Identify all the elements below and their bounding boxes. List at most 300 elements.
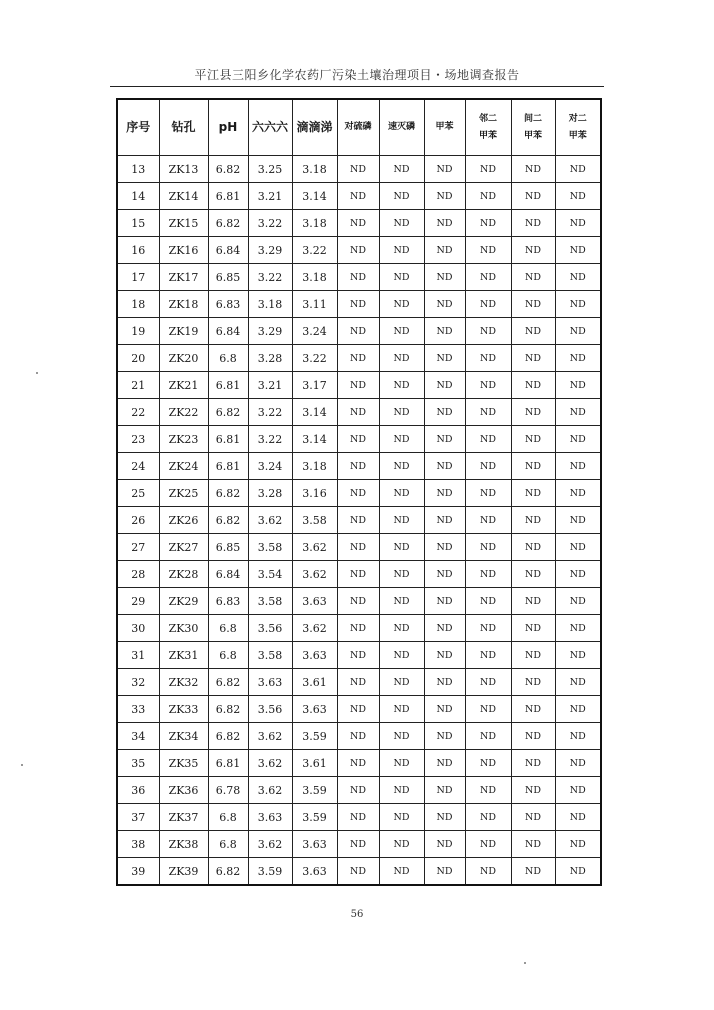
table-cell: ND xyxy=(555,399,601,426)
table-cell: ND xyxy=(555,534,601,561)
table-cell: ND xyxy=(424,345,465,372)
table-cell: 6.82 xyxy=(208,507,248,534)
table-cell: ZK36 xyxy=(159,777,208,804)
table-cell: 6.81 xyxy=(208,372,248,399)
table-cell: 6.82 xyxy=(208,723,248,750)
table-cell: 3.58 xyxy=(248,588,292,615)
table-cell: ND xyxy=(379,399,424,426)
table-cell: ND xyxy=(337,480,379,507)
table-cell: ND xyxy=(379,858,424,886)
table-cell: ND xyxy=(379,831,424,858)
table-cell: 23 xyxy=(117,426,159,453)
table-cell: ND xyxy=(337,507,379,534)
table-cell: 14 xyxy=(117,183,159,210)
table-cell: ND xyxy=(337,372,379,399)
table-cell: 6.81 xyxy=(208,750,248,777)
table-cell: ND xyxy=(424,264,465,291)
table-cell: 3.56 xyxy=(248,615,292,642)
table-cell: ZK25 xyxy=(159,480,208,507)
table-cell: ZK23 xyxy=(159,426,208,453)
table-cell: 3.18 xyxy=(292,453,337,480)
column-header: 间二 甲苯 xyxy=(511,99,555,156)
table-cell: 25 xyxy=(117,480,159,507)
table-cell: ND xyxy=(379,291,424,318)
table-cell: ZK37 xyxy=(159,804,208,831)
table-cell: 36 xyxy=(117,777,159,804)
table-cell: 3.22 xyxy=(248,210,292,237)
table-cell: ND xyxy=(379,642,424,669)
table-cell: ND xyxy=(379,615,424,642)
table-cell: ND xyxy=(555,831,601,858)
scan-speck xyxy=(524,962,526,964)
table-cell: 6.81 xyxy=(208,183,248,210)
table-cell: ND xyxy=(511,453,555,480)
table-cell: ND xyxy=(555,318,601,345)
table-cell: 6.82 xyxy=(208,480,248,507)
table-cell: ZK24 xyxy=(159,453,208,480)
table-row xyxy=(117,426,601,453)
table-cell: ND xyxy=(424,858,465,886)
table-cell: 31 xyxy=(117,642,159,669)
table-cell: ND xyxy=(337,534,379,561)
table-cell: ZK33 xyxy=(159,696,208,723)
table-cell: ND xyxy=(511,777,555,804)
table-cell: 16 xyxy=(117,237,159,264)
table-cell: ND xyxy=(511,858,555,886)
table-cell: ND xyxy=(379,750,424,777)
table-cell: 3.22 xyxy=(248,426,292,453)
table-cell: 3.59 xyxy=(292,777,337,804)
table-cell: ND xyxy=(511,399,555,426)
table-cell: ND xyxy=(424,237,465,264)
table-cell: ND xyxy=(511,804,555,831)
table-cell: ZK22 xyxy=(159,399,208,426)
table-cell: ND xyxy=(465,237,511,264)
table-cell: ND xyxy=(379,534,424,561)
table-cell: 3.56 xyxy=(248,696,292,723)
table-cell: ND xyxy=(424,426,465,453)
table-cell: 6.8 xyxy=(208,831,248,858)
column-header: 六六六 xyxy=(248,99,292,156)
table-cell: ND xyxy=(555,723,601,750)
table-cell: ND xyxy=(337,318,379,345)
table-cell: ND xyxy=(555,804,601,831)
table-cell: ND xyxy=(337,669,379,696)
table-cell: ND xyxy=(337,831,379,858)
table-cell: ZK18 xyxy=(159,291,208,318)
page-number: 56 xyxy=(350,909,364,920)
table-cell: 3.62 xyxy=(292,615,337,642)
table-cell: ND xyxy=(511,507,555,534)
table-cell: ND xyxy=(337,777,379,804)
table-cell: 3.18 xyxy=(248,291,292,318)
table-cell: ND xyxy=(337,399,379,426)
table-cell: ND xyxy=(511,723,555,750)
table-cell: ND xyxy=(337,453,379,480)
table-cell: ND xyxy=(424,372,465,399)
table-cell: ND xyxy=(337,345,379,372)
table-cell: ZK26 xyxy=(159,507,208,534)
table-cell: ND xyxy=(511,831,555,858)
table-cell: ND xyxy=(555,507,601,534)
table-row xyxy=(117,480,601,507)
table-cell: ND xyxy=(337,561,379,588)
document-header-title: 平江县三阳乡化学农药厂污染土壤治理项目・场地调查报告 xyxy=(194,68,520,82)
table-cell: 6.84 xyxy=(208,237,248,264)
table-cell: 24 xyxy=(117,453,159,480)
table-row xyxy=(117,183,601,210)
table-cell: ND xyxy=(465,561,511,588)
table-cell: ZK14 xyxy=(159,183,208,210)
table-cell: ND xyxy=(424,399,465,426)
table-cell: ND xyxy=(424,804,465,831)
table-row xyxy=(117,723,601,750)
table-cell: ND xyxy=(379,480,424,507)
table-cell: ND xyxy=(465,453,511,480)
table-cell: 3.58 xyxy=(292,507,337,534)
table-row xyxy=(117,858,601,886)
table-cell: ND xyxy=(555,453,601,480)
table-cell: 3.24 xyxy=(248,453,292,480)
table-cell: ND xyxy=(424,642,465,669)
table-cell: 3.62 xyxy=(248,831,292,858)
table-cell: ND xyxy=(379,183,424,210)
table-cell: ND xyxy=(424,669,465,696)
table-cell: ND xyxy=(465,615,511,642)
table-cell: ND xyxy=(555,615,601,642)
table-row xyxy=(117,345,601,372)
table-cell: ND xyxy=(337,858,379,886)
table-cell: 6.84 xyxy=(208,318,248,345)
table-cell: 30 xyxy=(117,615,159,642)
table-cell: 3.18 xyxy=(292,210,337,237)
table-cell: 3.14 xyxy=(292,399,337,426)
table-cell: 3.25 xyxy=(248,156,292,183)
table-cell: 3.63 xyxy=(292,696,337,723)
table-cell: ND xyxy=(511,696,555,723)
table-cell: ND xyxy=(424,318,465,345)
table-cell: ND xyxy=(337,183,379,210)
table-cell: ND xyxy=(465,750,511,777)
table-cell: 6.82 xyxy=(208,696,248,723)
table-cell: ND xyxy=(465,831,511,858)
table-cell: 3.62 xyxy=(248,777,292,804)
table-row xyxy=(117,615,601,642)
table-cell: ND xyxy=(424,480,465,507)
table-cell: ZK13 xyxy=(159,156,208,183)
table-cell: 3.22 xyxy=(292,345,337,372)
table-cell: ND xyxy=(424,696,465,723)
table-cell: ND xyxy=(511,561,555,588)
table-cell: ND xyxy=(465,804,511,831)
table-cell: ND xyxy=(511,615,555,642)
table-cell: ND xyxy=(337,426,379,453)
table-cell: ND xyxy=(465,372,511,399)
table-cell: 3.63 xyxy=(292,858,337,886)
table-cell: 20 xyxy=(117,345,159,372)
table-cell: 6.83 xyxy=(208,291,248,318)
table-cell: ND xyxy=(465,345,511,372)
table-cell: ND xyxy=(465,507,511,534)
table-row xyxy=(117,399,601,426)
table-cell: ND xyxy=(511,372,555,399)
table-cell: ND xyxy=(424,210,465,237)
table-row xyxy=(117,237,601,264)
table-cell: ND xyxy=(424,750,465,777)
table-cell: ZK17 xyxy=(159,264,208,291)
table-cell: ND xyxy=(424,183,465,210)
table-cell: ND xyxy=(555,669,601,696)
table-header-row xyxy=(117,99,601,156)
table-cell: ND xyxy=(511,534,555,561)
table-cell: 3.54 xyxy=(248,561,292,588)
table-cell: 6.82 xyxy=(208,399,248,426)
table-cell: ND xyxy=(424,615,465,642)
table-cell: 3.59 xyxy=(248,858,292,886)
table-cell: ND xyxy=(379,318,424,345)
table-cell: ZK15 xyxy=(159,210,208,237)
table-cell: 19 xyxy=(117,318,159,345)
table-cell: ZK19 xyxy=(159,318,208,345)
table-cell: ND xyxy=(379,669,424,696)
table-cell: 3.61 xyxy=(292,750,337,777)
table-cell: ND xyxy=(337,804,379,831)
table-cell: 3.58 xyxy=(248,642,292,669)
table-cell: 37 xyxy=(117,804,159,831)
table-cell: 3.22 xyxy=(248,264,292,291)
table-cell: 3.29 xyxy=(248,237,292,264)
column-header: pH xyxy=(208,99,248,156)
table-row xyxy=(117,534,601,561)
table-cell: ND xyxy=(511,588,555,615)
table-row xyxy=(117,588,601,615)
table-cell: 22 xyxy=(117,399,159,426)
soil-results-table xyxy=(116,98,602,886)
table-cell: ZK28 xyxy=(159,561,208,588)
table-cell: 39 xyxy=(117,858,159,886)
table-cell: 21 xyxy=(117,372,159,399)
table-cell: ND xyxy=(465,318,511,345)
table-cell: ZK32 xyxy=(159,669,208,696)
table-cell: ND xyxy=(465,588,511,615)
table-cell: 3.14 xyxy=(292,426,337,453)
table-cell: 3.59 xyxy=(292,804,337,831)
table-cell: ND xyxy=(379,588,424,615)
table-cell: 6.85 xyxy=(208,264,248,291)
table-cell: 6.81 xyxy=(208,426,248,453)
table-cell: ND xyxy=(555,858,601,886)
table-cell: ND xyxy=(555,345,601,372)
table-cell: 3.63 xyxy=(248,669,292,696)
column-header: 对二 甲苯 xyxy=(555,99,601,156)
table-cell: 3.62 xyxy=(292,534,337,561)
table-cell: ND xyxy=(379,426,424,453)
table-cell: ND xyxy=(337,237,379,264)
table-cell: 6.8 xyxy=(208,804,248,831)
table-cell: 3.14 xyxy=(292,183,337,210)
table-cell: ND xyxy=(379,264,424,291)
table-cell: ZK27 xyxy=(159,534,208,561)
table-cell: 3.28 xyxy=(248,480,292,507)
table-cell: 3.63 xyxy=(292,831,337,858)
column-header: 钻孔 xyxy=(159,99,208,156)
table-cell: 3.21 xyxy=(248,372,292,399)
table-row xyxy=(117,318,601,345)
table-row xyxy=(117,750,601,777)
table-cell: ND xyxy=(379,210,424,237)
table-cell: ND xyxy=(555,642,601,669)
table-cell: ND xyxy=(555,291,601,318)
table-cell: 18 xyxy=(117,291,159,318)
table-row xyxy=(117,372,601,399)
table-cell: ND xyxy=(555,696,601,723)
table-cell: 17 xyxy=(117,264,159,291)
table-cell: ND xyxy=(465,399,511,426)
table-body xyxy=(117,156,601,886)
table-cell: 3.21 xyxy=(248,183,292,210)
table-cell: ND xyxy=(465,426,511,453)
table-cell: 38 xyxy=(117,831,159,858)
table-cell: 6.78 xyxy=(208,777,248,804)
table-cell: ND xyxy=(511,264,555,291)
table-cell: 3.59 xyxy=(292,723,337,750)
table-cell: ND xyxy=(511,750,555,777)
table-cell: ND xyxy=(337,156,379,183)
table-cell: 34 xyxy=(117,723,159,750)
table-row xyxy=(117,210,601,237)
table-cell: ND xyxy=(379,804,424,831)
table-cell: 6.81 xyxy=(208,453,248,480)
table-cell: ND xyxy=(511,183,555,210)
table-cell: ZK30 xyxy=(159,615,208,642)
table-cell: ND xyxy=(555,426,601,453)
column-header: 速灭磷 xyxy=(379,99,424,156)
table-cell: ND xyxy=(555,237,601,264)
table-cell: ND xyxy=(424,561,465,588)
table-row xyxy=(117,561,601,588)
table-cell: ND xyxy=(511,210,555,237)
scan-speck xyxy=(21,764,23,766)
table-cell: ND xyxy=(465,723,511,750)
table-cell: ND xyxy=(379,372,424,399)
table-cell: 6.82 xyxy=(208,858,248,886)
table-row xyxy=(117,777,601,804)
column-header: 序号 xyxy=(117,99,159,156)
table-cell: ND xyxy=(465,210,511,237)
table-cell: ND xyxy=(424,723,465,750)
table-cell: ND xyxy=(337,264,379,291)
table-cell: ND xyxy=(555,777,601,804)
table-cell: 32 xyxy=(117,669,159,696)
table-cell: ND xyxy=(424,588,465,615)
table-cell: ND xyxy=(379,156,424,183)
table-cell: ND xyxy=(465,156,511,183)
table-cell: 3.63 xyxy=(292,642,337,669)
table-cell: ND xyxy=(511,480,555,507)
table-cell: 6.8 xyxy=(208,642,248,669)
table-cell: 6.84 xyxy=(208,561,248,588)
table-cell: ZK29 xyxy=(159,588,208,615)
table-cell: ZK38 xyxy=(159,831,208,858)
table-cell: ND xyxy=(379,237,424,264)
table-cell: 3.22 xyxy=(292,237,337,264)
table-cell: ND xyxy=(424,777,465,804)
scan-speck xyxy=(36,372,38,374)
table-cell: ND xyxy=(465,642,511,669)
table-cell: 3.11 xyxy=(292,291,337,318)
table-cell: ND xyxy=(555,588,601,615)
table-cell: 3.62 xyxy=(248,723,292,750)
table-cell: 3.61 xyxy=(292,669,337,696)
table-cell: ND xyxy=(379,345,424,372)
table-cell: 6.82 xyxy=(208,669,248,696)
table-cell: ND xyxy=(465,669,511,696)
table-cell: ND xyxy=(424,291,465,318)
table-cell: ND xyxy=(465,777,511,804)
table-cell: ZK20 xyxy=(159,345,208,372)
table-row xyxy=(117,453,601,480)
table-cell: 3.28 xyxy=(248,345,292,372)
table-cell: 3.22 xyxy=(248,399,292,426)
table-cell: 26 xyxy=(117,507,159,534)
table-cell: 3.62 xyxy=(248,507,292,534)
table-cell: 3.62 xyxy=(248,750,292,777)
table-cell: ND xyxy=(337,588,379,615)
table-cell: ND xyxy=(511,237,555,264)
table-cell: 6.82 xyxy=(208,156,248,183)
table-cell: ND xyxy=(555,480,601,507)
table-cell: ZK39 xyxy=(159,858,208,886)
column-header: 甲苯 xyxy=(424,99,465,156)
table-cell: ND xyxy=(465,534,511,561)
table-cell: 6.83 xyxy=(208,588,248,615)
table-cell: ND xyxy=(337,642,379,669)
table-cell: 13 xyxy=(117,156,159,183)
table-cell: ND xyxy=(555,210,601,237)
table-row xyxy=(117,156,601,183)
table-cell: ND xyxy=(511,642,555,669)
table-cell: ND xyxy=(555,183,601,210)
table-cell: 3.18 xyxy=(292,264,337,291)
table-cell: ND xyxy=(465,480,511,507)
table-cell: ND xyxy=(337,210,379,237)
table-cell: ND xyxy=(465,183,511,210)
table-cell: 3.63 xyxy=(292,588,337,615)
table-cell: ZK34 xyxy=(159,723,208,750)
table-row xyxy=(117,642,601,669)
table-cell: ND xyxy=(379,723,424,750)
table-cell: 3.17 xyxy=(292,372,337,399)
table-cell: ND xyxy=(555,750,601,777)
table-cell: ND xyxy=(511,156,555,183)
table-cell: 33 xyxy=(117,696,159,723)
table-cell: ND xyxy=(424,507,465,534)
column-header: 邻二 甲苯 xyxy=(465,99,511,156)
table-cell: ZK31 xyxy=(159,642,208,669)
table-row xyxy=(117,696,601,723)
table-cell: ND xyxy=(555,156,601,183)
table-cell: ND xyxy=(511,318,555,345)
table-cell: ZK35 xyxy=(159,750,208,777)
table-cell: ND xyxy=(337,750,379,777)
header-divider xyxy=(110,86,604,87)
table-cell: ND xyxy=(424,534,465,561)
table-cell: ND xyxy=(424,831,465,858)
table-cell: ND xyxy=(379,777,424,804)
table-cell: 29 xyxy=(117,588,159,615)
table-row xyxy=(117,291,601,318)
table-cell: 6.8 xyxy=(208,615,248,642)
